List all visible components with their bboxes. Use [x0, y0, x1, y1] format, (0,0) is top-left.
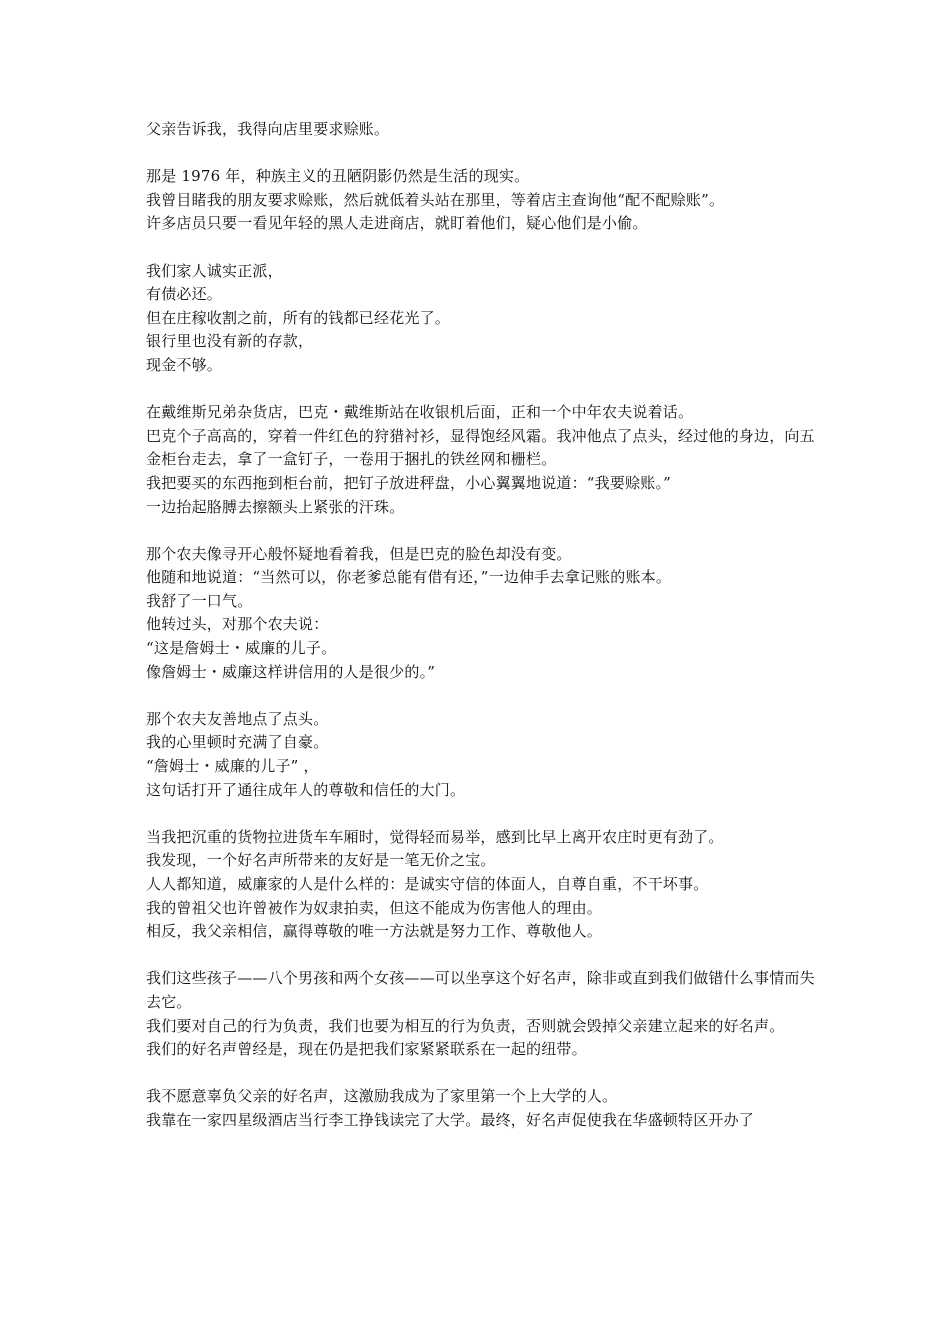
text-line: 我舒了一口气。	[146, 591, 253, 610]
text-line: 许多店员只要一看见年轻的黑人走进商店，就盯着他们，疑心他们是小偷。	[146, 214, 648, 233]
text-line: 那是 1976 年，种族主义的丑陋阴影仍然是生活的现实。	[146, 167, 530, 186]
text-line: 当我把沉重的货物拉进货车车厢时，觉得轻而易举，感到比早上离开农庄时更有劲了。	[146, 827, 724, 846]
text-line: 有债必还。	[146, 285, 223, 304]
text-line: 我们家人诚实正派，	[146, 261, 283, 280]
text-line: 银行里也没有新的存款，	[146, 332, 314, 351]
text-line: 他随和地说道：“当然可以，你老爹总能有借有还，”一边伸手去拿记账的账本。	[146, 568, 672, 587]
text-line: 父亲告诉我，我得向店里要求赊账。	[146, 120, 390, 138]
text-line: 但在庄稼收割之前，所有的钱都已经花光了。	[146, 308, 451, 327]
text-line: “这是詹姆士・威廉的儿子。	[146, 639, 337, 658]
paragraph	[146, 118, 818, 142]
paragraph	[146, 826, 818, 944]
text-line: 巴克个子高高的，穿着一件红色的狩猎衬衫，显得饱经风霜。我冲他点了点头，经过他的身边，向五金柜台走去，拿了一盒钉子，一卷用于捆扎的铁丝网和栅栏。	[146, 426, 815, 469]
text-line: 那个农夫像寻开心般怀疑地看着我，但是巴克的脸色却没有变。	[146, 544, 572, 563]
text-line: 我把要买的东西拖到柜台前，把钉子放进秤盘，小心翼翼地说道：“我要赊账。”	[146, 473, 672, 492]
text-line: 相反，我父亲相信，赢得尊敬的唯一方法就是努力工作、尊敬他人。	[146, 922, 603, 941]
text-line: 他转过头，对那个农夫说：	[146, 615, 329, 634]
text-line: 那个农夫友善地点了点头。	[146, 709, 329, 728]
text-line: 我的曾祖父也许曾被作为奴隶拍卖，但这不能成为伤害他人的理由。	[146, 898, 603, 917]
text-line: 我们的好名声曾经是，现在仍是把我们家紧紧联系在一起的纽带。	[146, 1040, 587, 1059]
paragraph	[146, 260, 818, 378]
text-line: 像詹姆士・威廉这样讲信用的人是很少的。”	[146, 662, 436, 681]
text-line: 我靠在一家四星级酒店当行李工挣钱读完了大学。最终，好名声促使我在华盛顿特区开办了	[146, 1110, 755, 1129]
text-line: 人人都知道，威廉家的人是什么样的：是诚实守信的体面人，自尊自重，不干坏事。	[146, 875, 709, 893]
document-body	[146, 118, 818, 1156]
paragraph	[146, 165, 818, 236]
paragraph	[146, 401, 818, 519]
text-line: 我发现，一个好名声所带来的友好是一笔无价之宝。	[146, 851, 496, 870]
text-line: 现金不够。	[146, 355, 223, 374]
text-line: 我不愿意辜负父亲的好名声，这激励我成为了家里第一个上大学的人。	[146, 1087, 618, 1106]
text-line: 在戴维斯兄弟杂货店，巴克・戴维斯站在收银机后面，正和一个中年农夫说着话。	[146, 403, 694, 422]
text-line: 我们要对自己的行为负责，我们也要为相互的行为负责，否则就会毁掉父亲建立起来的好名声。	[146, 1016, 785, 1035]
text-line: 我曾目睹我的朋友要求赊账，然后就低着头站在那里，等着店主查询他“配不配赊账”。	[146, 190, 725, 209]
paragraph	[146, 1085, 818, 1132]
text-line: 一边抬起胳膊去擦额头上紧张的汗珠。	[146, 497, 405, 516]
paragraph	[146, 967, 818, 1061]
text-line: 我们这些孩子——八个男孩和两个女孩——可以坐享这个好名声，除非或直到我们做错什么事情而失去它。	[146, 969, 815, 1011]
paragraph	[146, 708, 818, 802]
text-line: 我的心里顿时充满了自豪。	[146, 733, 329, 752]
paragraph	[146, 543, 818, 685]
text-line: 这句话打开了通往成年人的尊敬和信任的大门。	[146, 780, 466, 799]
text-line: “詹姆士・威廉的儿子” ，	[146, 757, 319, 776]
